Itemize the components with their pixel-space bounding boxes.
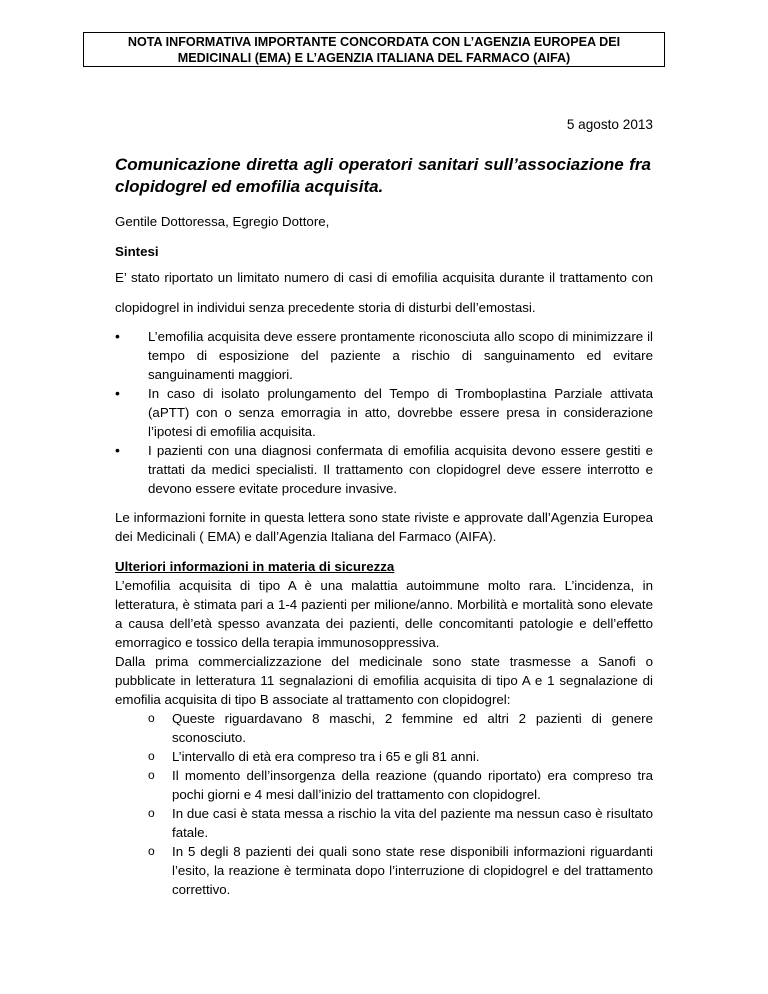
header-line-2: MEDICINALI (EMA) E L’AGENZIA ITALIANA DEL FARMACO (AIFA) [177, 51, 571, 65]
list-item: o Il momento dell’insorgenza della reazione (quando riportato) era compreso tra pochi giorni e 4 mesi dall’inizio del trattamento con clopidogrel. [115, 766, 653, 804]
header-line-1: NOTA INFORMATIVA IMPORTANTE CONCORDATA CON L’AGENZIA EUROPEA DEI [127, 35, 621, 49]
sintesi-lead: E’ stato riportato un limitato numero di casi di emofilia acquisita durante il trattamento con clopidogrel in individui senza precedente storia di disturbi dell’emostasi. [115, 270, 653, 315]
ulteriori-paragraph-1: L’emofilia acquisita di tipo A è una malattia autoimmune molto rara. L’incidenza, in letteratura, è stimata pari a 1-4 pazienti per milione/anno. Morbilità e mortalità sono elevate a causa dell’età spesso avanzata dei pazienti, delle concomitanti patologie e dell’effetto emorragico e tossico della terapia immunosoppressiva. [115, 578, 653, 650]
list-item: o L’intervallo di età era compreso tra i 65 e gli 81 anni. [115, 747, 653, 766]
sintesi-heading: Sintesi [115, 244, 159, 259]
list-item: • In caso di isolato prolungamento del Tempo di Tromboplastina Parziale attivata (aPTT) con o senza emorragia in atto, dovrebbe essere presa in considerazione l’ipotesi di emofilia acquisita. [115, 384, 653, 441]
greeting: Gentile Dottoressa, Egregio Dottore, [115, 214, 330, 229]
ulteriori-sub-list [115, 709, 653, 899]
list-item: o In due casi è stata messa a rischio la vita del paziente ma nessun caso è risultato fatale. [115, 804, 653, 842]
ulteriori-paragraph-2: Dalla prima commercializzazione del medicinale sono state trasmesse a Sanofi o pubblicate in letteratura 11 segnalazioni di emofilia acquisita di tipo A e 1 segnalazione di emofilia acquisita di tipo B associate al trattamento con clopidogrel: [115, 654, 653, 707]
sintesi-bullet-list [115, 327, 653, 498]
ulteriori-heading: Ulteriori informazioni in materia di sicurezza [115, 559, 395, 574]
approval-paragraph: Le informazioni fornite in questa lettera sono state riviste e approvate dall’Agenzia Europea dei Medicinali ( EMA) e dall’Agenzia Italiana del Farmaco (AIFA). [115, 510, 653, 544]
letter-body [115, 212, 653, 899]
letter-title: Comunicazione diretta agli operatori sanitari sull’associazione fra clopidogrel ed emofilia acquisita. [115, 155, 651, 196]
list-item: • I pazienti con una diagnosi confermata di emofilia acquisita devono essere gestiti e trattati da medici specialisti. Il trattamento con clopidogrel deve essere interrotto e devono essere evitate procedure invasive. [115, 441, 653, 498]
list-item: o Queste riguardavano 8 maschi, 2 femmine ed altri 2 pazienti di genere sconosciuto. [115, 709, 653, 747]
list-item: • L’emofilia acquisita deve essere prontamente riconosciuta allo scopo di minimizzare il tempo di esposizione del paziente a rischio di sanguinamento ed evitare sanguinamenti maggiori. [115, 327, 653, 384]
header-box [83, 32, 665, 67]
list-item: o In 5 degli 8 pazienti dei quali sono state rese disponibili informazioni riguardanti l’esito, la reazione è terminata dopo l’interruzione di clopidogrel e del trattamento correttivo. [115, 842, 653, 899]
letter-date: 5 agosto 2013 [566, 117, 653, 132]
